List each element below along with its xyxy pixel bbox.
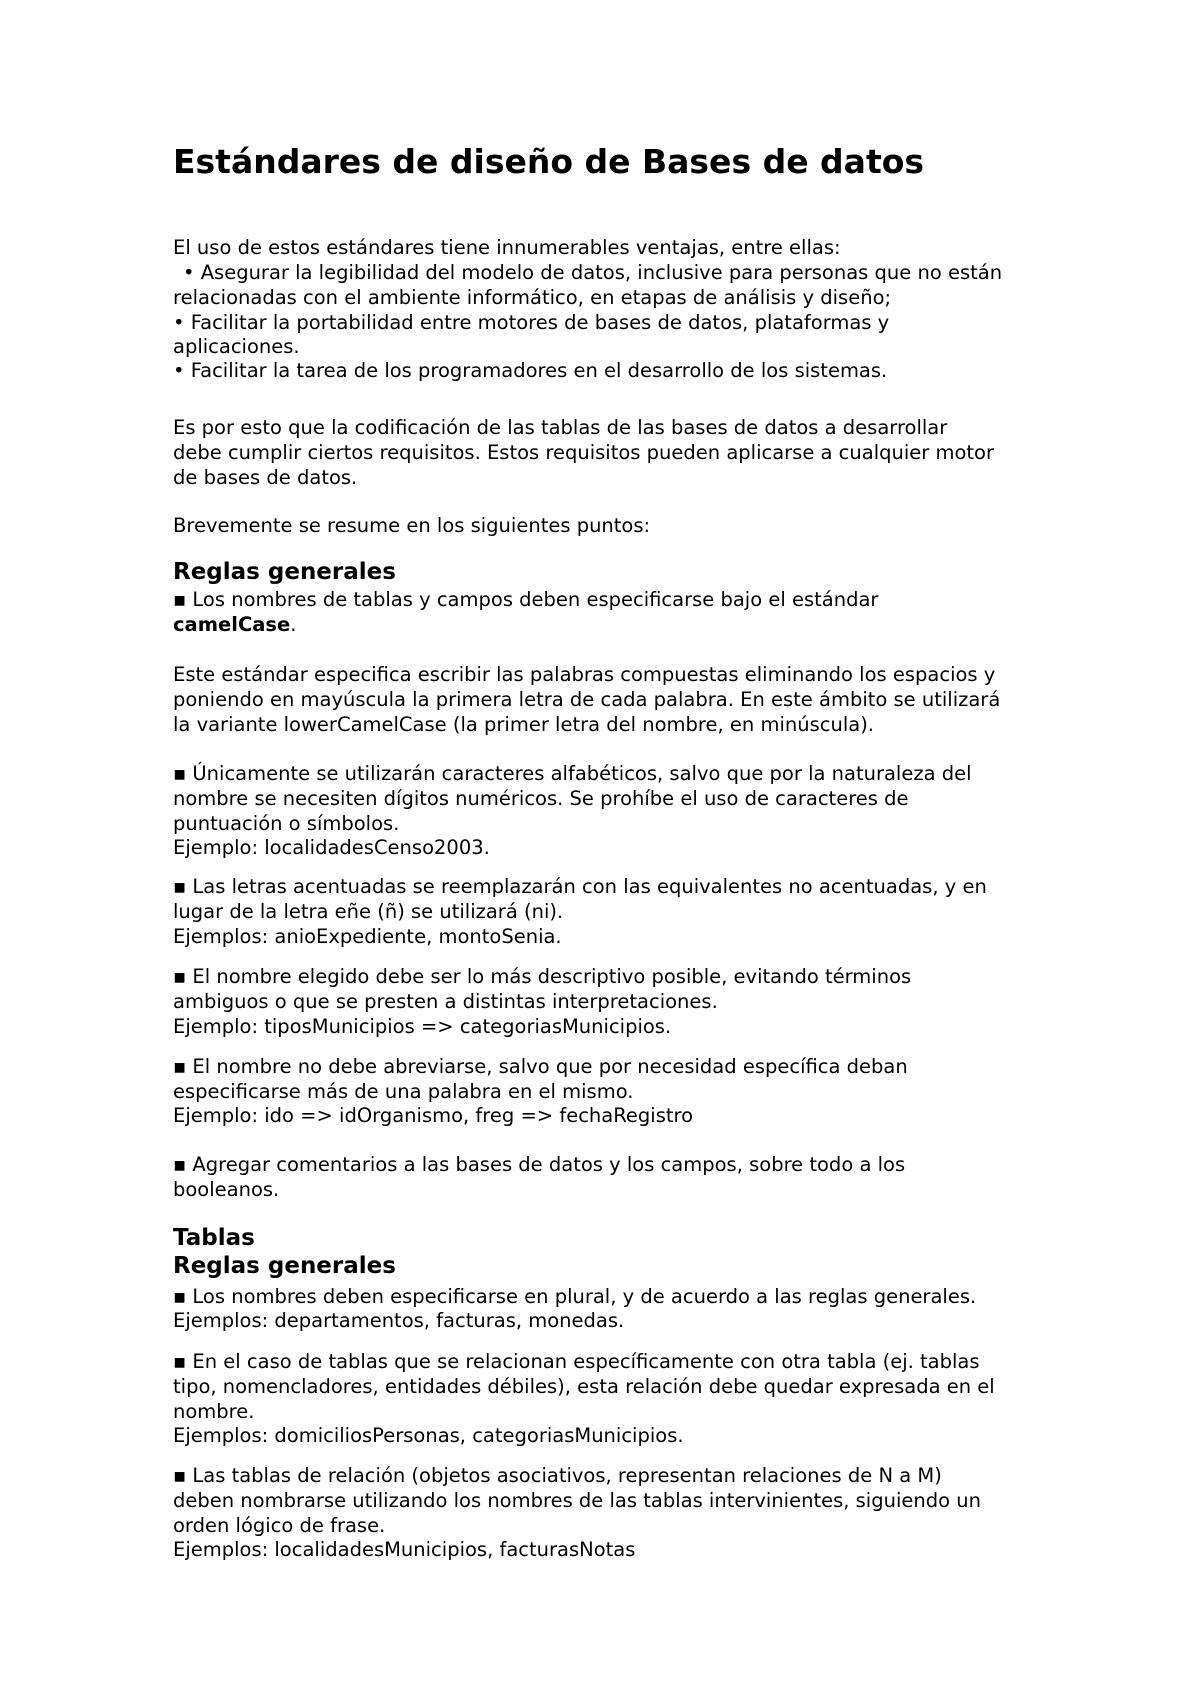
- rule-line: ▪ El nombre no debe abreviarse, salvo que por necesidad específica deban: [173, 1055, 908, 1078]
- intro-bullet-2-line-2: aplicaciones.: [173, 335, 300, 358]
- rule-line: puntuación o símbolos.: [173, 812, 400, 835]
- rule-line: ▪ Los nombres deben especificarse en plural, y de acuerdo a las reglas generales.: [173, 1285, 977, 1308]
- rule-line: booleanos.: [173, 1178, 280, 1201]
- rule-line: ▪ En el caso de tablas que se relacionan específicamente con otra tabla (ej. tablas: [173, 1350, 980, 1373]
- rule-line: orden lógico de frase.: [173, 1514, 386, 1537]
- rule-line: ambiguos o que se presten a distintas interpretaciones.: [173, 990, 718, 1013]
- explain-line: poniendo en mayúscula la primera letra de cada palabra. En este ámbito se utilizará: [173, 688, 1001, 711]
- example-line: Ejemplo: ido => idOrganismo, freg => fechaRegistro: [173, 1104, 694, 1127]
- rule-line: ▪ El nombre elegido debe ser lo más descriptivo posible, evitando términos: [173, 965, 912, 988]
- explain-line: Este estándar especifica escribir las palabras compuestas eliminando los espacios y: [173, 663, 996, 686]
- intro-bullet-1-line-2: relacionadas con el ambiente informático, en etapas de análisis y diseño;: [173, 286, 892, 309]
- intro-bullet-1-line-1: • Asegurar la legibilidad del modelo de datos, inclusive para personas que no están: [183, 261, 1003, 284]
- rule-line: especificarse más de una palabra en el mismo.: [173, 1080, 634, 1103]
- explain-line: la variante lowerCamelCase (la primer letra del nombre, en minúscula).: [173, 713, 875, 736]
- rule-line: ▪ Los nombres de tablas y campos deben especificarse bajo el estándar: [173, 588, 879, 611]
- example-line: Ejemplos: domiciliosPersonas, categoriasMunicipios.: [173, 1424, 684, 1447]
- rule-line: ▪ Las letras acentuadas se reemplazarán con las equivalentes no acentuadas, y en: [173, 875, 987, 898]
- example-line: Ejemplos: departamentos, facturas, monedas.: [173, 1309, 625, 1332]
- rule-line: ▪ Las tablas de relación (objetos asociativos, representan relaciones de N a M): [173, 1464, 942, 1487]
- section-heading-tablas: Tablas: [173, 1225, 255, 1251]
- page-title: Estándares de diseño de Bases de datos: [173, 142, 925, 181]
- paragraph-line: debe cumplir ciertos requisitos. Estos requisitos pueden aplicarse a cualquier motor: [173, 441, 995, 464]
- rule-line: tipo, nomencladores, entidades débiles), esta relación debe quedar expresada en el: [173, 1375, 995, 1398]
- example-line: Ejemplo: localidadesCenso2003.: [173, 836, 490, 859]
- paragraph-line: Brevemente se resume en los siguientes puntos:: [173, 514, 651, 537]
- camelcase-term: camelCase: [173, 613, 291, 636]
- rule-line: deben nombrarse utilizando los nombres de las tablas intervinientes, siguiendo un: [173, 1489, 981, 1512]
- rule-line: lugar de la letra eñe (ñ) se utilizará (ni).: [173, 900, 564, 923]
- subsection-heading-reglas-generales: Reglas generales: [173, 1253, 396, 1279]
- rule-line: ▪ Únicamente se utilizarán caracteres alfabéticos, salvo que por la naturaleza del: [173, 762, 972, 785]
- rule-line: nombre se necesiten dígitos numéricos. Se prohíbe el uso de caracteres de: [173, 787, 909, 810]
- intro-line: El uso de estos estándares tiene innumerables ventajas, entre ellas:: [173, 236, 841, 259]
- rule-line: ▪ Agregar comentarios a las bases de datos y los campos, sobre todo a los: [173, 1153, 906, 1176]
- rule-line: [173, 613, 296, 638]
- example-line: Ejemplos: anioExpediente, montoSenia.: [173, 925, 562, 948]
- example-line: Ejemplos: localidadesMunicipios, facturasNotas: [173, 1538, 636, 1561]
- paragraph-line: Es por esto que la codificación de las tablas de las bases de datos a desarrollar: [173, 416, 948, 439]
- section-heading-reglas-generales: Reglas generales: [173, 559, 396, 585]
- example-line: Ejemplo: tiposMunicipios => categoriasMunicipios.: [173, 1015, 672, 1038]
- rule-tail: .: [290, 613, 297, 636]
- paragraph-line: de bases de datos.: [173, 466, 358, 489]
- rule-line: nombre.: [173, 1400, 255, 1423]
- intro-bullet-3-line-1: • Facilitar la tarea de los programadores en el desarrollo de los sistemas.: [173, 359, 888, 382]
- intro-bullet-2-line-1: • Facilitar la portabilidad entre motores de bases de datos, plataformas y: [173, 311, 890, 334]
